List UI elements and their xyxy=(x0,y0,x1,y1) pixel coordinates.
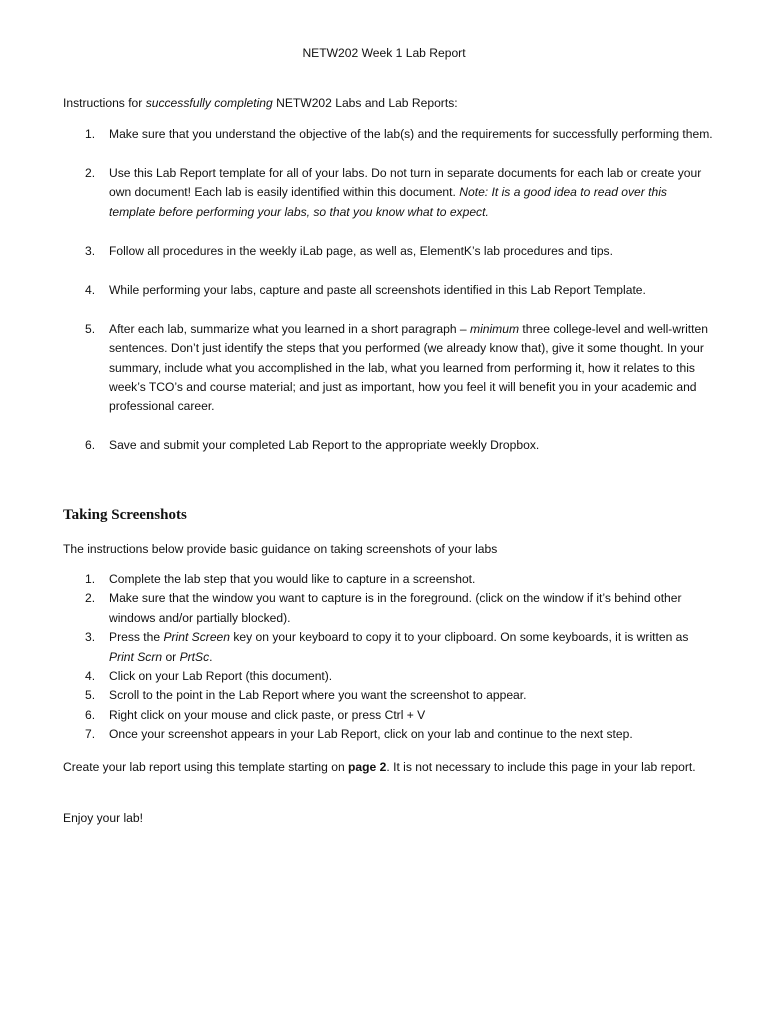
list-item xyxy=(63,725,713,744)
list-text: Use this Lab Report template for all of your labs. Do not turn in separate documents for each lab or create your own document! Each lab is easily identified within this document. xyxy=(109,166,702,200)
list-item xyxy=(63,436,713,455)
page-title: NETW202 Week 1 Lab Report xyxy=(302,46,466,60)
list-item xyxy=(63,164,713,222)
closing-line: Enjoy your lab! xyxy=(63,811,143,825)
list-text: While performing your labs, capture and paste all screenshots identified in this Lab Report Template. xyxy=(109,282,646,297)
list-item xyxy=(63,686,713,705)
intro-prefix: Instructions for xyxy=(63,96,146,110)
list-item xyxy=(63,320,713,417)
list-number: 2. xyxy=(85,591,96,606)
intro-line xyxy=(63,94,458,113)
list-text: Complete the lab step that you would like to capture in a screenshot. xyxy=(109,572,476,586)
list-text: After each lab, summarize what you learned in a short paragraph – xyxy=(109,321,470,336)
list-number: 7. xyxy=(85,727,96,742)
list-item xyxy=(63,628,713,667)
list-text: Save and submit your completed Lab Report to the appropriate weekly Dropbox. xyxy=(109,438,540,453)
list-item xyxy=(63,125,713,144)
closing-text: Create your lab report using this template starting on xyxy=(63,760,349,774)
key-name: Print Screen xyxy=(163,630,230,645)
list-text: Right click on your mouse and click paste, or press Ctrl + V xyxy=(109,707,426,722)
list-item xyxy=(63,281,713,300)
list-item xyxy=(63,589,713,628)
list-number: 6. xyxy=(85,438,96,453)
list-number: 2. xyxy=(85,166,96,180)
list-emphasis: minimum xyxy=(470,321,520,336)
intro-emphasis: successfully completing xyxy=(145,96,273,110)
closing-text: . It is not necessary to include this page in your lab report. xyxy=(386,760,696,774)
key-alt: PrtSc xyxy=(179,649,210,664)
list-text: Make sure that you understand the objective of the lab(s) and the requirements for successfully performing them. xyxy=(109,127,713,141)
list-text: three college-level and well-written sentences. Don’t just identify the steps that you performed (we already know that), give it some thought. In your summary, include what you accomplished in the lab, what you learned from performing it, how it relates to this week’s TCO’s and course material; and just as important, how you feel it will benefit you in your academic and professional career. xyxy=(109,321,708,414)
list-number: 1. xyxy=(85,127,96,141)
screenshots-intro: The instructions below provide basic guidance on taking screenshots of your labs xyxy=(63,542,498,556)
list-text: Once your screenshot appears in your Lab Report, click on your lab and continue to the next step. xyxy=(109,727,633,742)
instructions-list xyxy=(63,125,713,475)
list-number: 3. xyxy=(85,243,96,258)
list-number: 1. xyxy=(85,572,96,586)
list-item xyxy=(63,706,713,725)
list-number: 4. xyxy=(85,669,96,684)
list-number: 5. xyxy=(85,321,96,336)
list-text: Click on your Lab Report (this document). xyxy=(109,669,333,684)
list-text: Scroll to the point in the Lab Report where you want the screenshot to appear. xyxy=(109,688,527,703)
list-item xyxy=(63,570,713,589)
list-text: key on your keyboard to copy it to your clipboard. On some keyboards, it is written as xyxy=(230,630,689,645)
list-text: Make sure that the window you want to capture is in the foreground. (click on the window if it’s behind other windows and/or partially blocked). xyxy=(109,591,682,625)
list-number: 6. xyxy=(85,707,96,722)
section-heading: Taking Screenshots xyxy=(63,507,187,523)
list-text: Follow all procedures in the weekly iLab page, as well as, ElementK’s lab procedures and tips. xyxy=(109,243,613,258)
list-text: Press the xyxy=(109,630,164,645)
intro-suffix: NETW202 Labs and Lab Reports: xyxy=(272,96,458,110)
list-number: 3. xyxy=(85,630,96,645)
list-note: Note: It is a good idea to read over this template before performing your labs, so that you know what to expect. xyxy=(109,185,667,219)
list-item xyxy=(63,242,713,261)
list-text: or xyxy=(162,649,180,664)
page-reference: page 2 xyxy=(348,760,387,774)
closing-paragraph xyxy=(63,758,713,777)
list-number: 4. xyxy=(85,282,96,297)
list-text: . xyxy=(209,649,213,664)
list-item xyxy=(63,667,713,686)
screenshot-steps-list xyxy=(63,570,713,745)
key-alt: Print Scrn xyxy=(109,649,163,664)
list-number: 5. xyxy=(85,688,96,703)
